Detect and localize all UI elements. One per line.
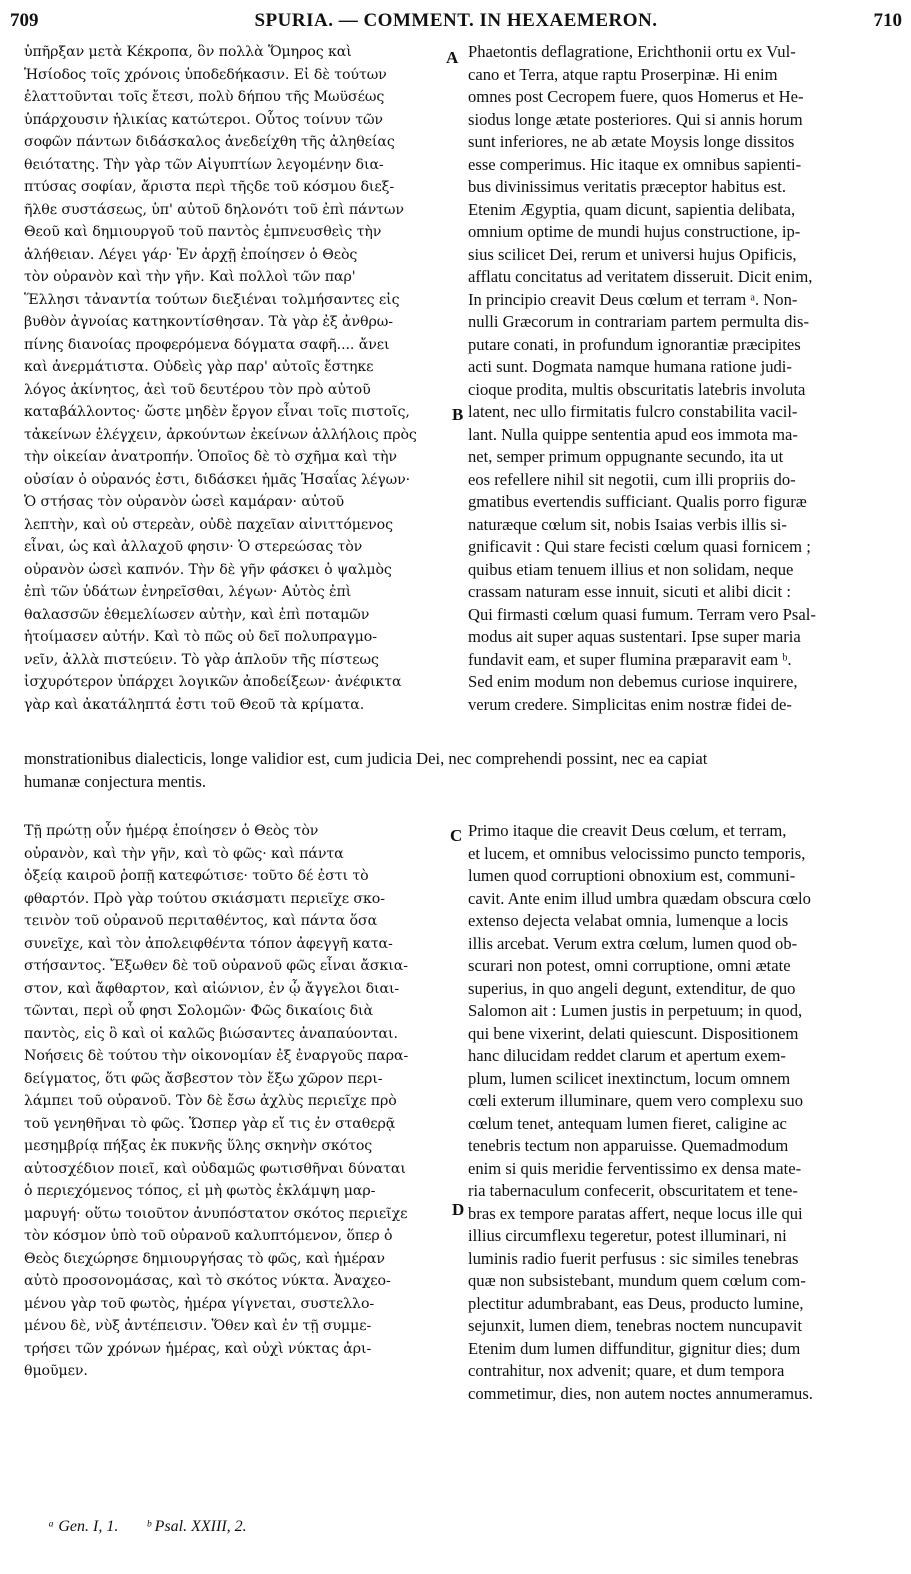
greek-text-line: τὸν κόσμον ὑπὸ τοῦ οὐρανοῦ καλυπτόμενον, ὅπερ ὁ	[24, 1228, 393, 1244]
greek-text-line: ἀλήθειαν. Λέγει γάρ· Ἐν ἀρχῇ ἐποίησεν ὁ Θεὸς	[24, 246, 358, 263]
latin-text-line: bus divinissimus veritatis præceptor habitus est.	[468, 177, 787, 196]
latin-text-line: cavit. Ante enim illud umbra quædam obscura cœlo	[468, 888, 811, 908]
latin-text-line: Salomon ait : Lumen justis in perpetuum; in quod,	[468, 1001, 803, 1020]
greek-text-line: τρήσει τῶν χρόνων ἡμέρας, καὶ οὐχὶ νύκτας ἀρι-	[24, 1340, 372, 1357]
latin-text-line: qui bene vixerint, delati quiescunt. Dispositionem	[468, 1023, 799, 1043]
greek-text-line: ὀξείᾳ καιροῦ ῥοπῇ κατεφώτισε· τοῦτο δέ ἐστι τὸ	[24, 868, 369, 884]
latin-column-top	[468, 41, 890, 716]
latin-text-line: gnificavit : Qui stare fecisti cœlum quasi fornicem ;	[468, 537, 811, 556]
latin-text-line: net, semper primum oppugnante secundo, ita ut	[468, 447, 784, 466]
greek-text-line: τἀκείνων ἐλέγχειν, ἀρκούντων ἐκείνων ἀλλήλοις πρὸς	[24, 426, 417, 443]
greek-text-line: τοῦ γενηθῆναι τὸ φῶς. Ὥσπερ γὰρ εἴ τις ἐν σταθερᾷ	[24, 1115, 396, 1132]
latin-text-line: verum credere. Simplicitas enim nostræ fidei de-	[468, 694, 792, 714]
greek-text-line: μαρυγή· οὕτω τοιοῦτον ἀνυπόστατον σκότος περιεῖχε	[24, 1205, 408, 1222]
latin-text-line: cœlum tenet, antequam lumen fieret, caligine ac	[468, 1113, 787, 1133]
latin-text-line: Primo itaque die creavit Deus cœlum, et terram,	[468, 821, 787, 840]
latin-text-line: sejunxit, lumen diem, tenebras noctem nuncupavit	[468, 1316, 803, 1335]
latin-text-line: bras ex tempore paratas affert, neque locus ille qui	[468, 1203, 803, 1223]
latin-text-line: latent, nec ullo firmitatis fulcro constabilita vacil-	[468, 402, 798, 421]
greek-text-line: στον, καὶ ἄφθαρτον, καὶ αἰώνιον, ἐν ᾧ ἄγγελοι διαι-	[24, 980, 400, 997]
latin-text-line: sius scilicet Dei, rerum et universi hujus Opificis,	[468, 244, 797, 264]
latin-text-line: Etenim Ægyptia, quam dicunt, sapientia delibata,	[468, 199, 796, 219]
greek-text-line: Νοήσεις δὲ τούτου τὴν οἰκονομίαν ἐξ ἐναργοῦς παρα-	[24, 1048, 409, 1064]
greek-column-top	[24, 41, 447, 716]
latin-text-line: hanc dilucidam reddet clarum et apertum exem-	[468, 1046, 786, 1065]
margin-letter-d: D	[452, 1200, 465, 1219]
greek-text-line: ὁ περιεχόμενος τόπος, εἰ μὴ φωτὸς ἐκλάμψη μαρ-	[24, 1183, 376, 1199]
latin-text-line: quibus etiam tenuem illius et non solidam, neque	[468, 559, 794, 579]
latin-text-line: Qui firmasti cœlum quasi fumum. Terram vero Psal-	[468, 604, 816, 624]
greek-text-line: γὰρ καὶ ἀκατάληπτά ἐστι τοῦ Θεοῦ τὰ κρίματα.	[24, 696, 365, 713]
greek-text-line: πίνης διανοίας προφερόμενα δόγματα σαφῆ.... ἄνει	[24, 336, 390, 353]
greek-text-line: τεινὸν τοῦ οὐρανοῦ περιταθέντος, καὶ πάντα ὅσα	[24, 913, 378, 929]
greek-text-line: καταβάλλοντος· ὥστε μηδὲν ἔργον εἶναι τοῖς πιστοῖς,	[24, 404, 410, 420]
latin-text-line: Phaetontis deflagratione, Erichthonii ortu ex Vul-	[468, 42, 796, 61]
greek-text-line: δείγματος, ὅτι φῶς ἄσβεστον τὸν ἔξω χῶρον περι-	[24, 1070, 383, 1087]
greek-text-line: στήσαντος. Ἔξωθεν δὲ τοῦ οὐρανοῦ φῶς εἶναι ἄσκια-	[24, 958, 408, 974]
latin-text-line: lant. Nulla quippe sententia apud eos immota ma-	[468, 424, 798, 444]
latin-text-line: modus ait super aquas sustentari. Ipse super maria	[468, 627, 801, 646]
latin-text-line: cœli exterum illuminare, quem vero complexu suo	[468, 1091, 804, 1110]
latin-text-line: superius, in quo angeli degunt, extenditur, de quo	[468, 978, 796, 998]
latin-text-line: contrahitur, nox advenit; quare, et dum tempora	[468, 1361, 785, 1380]
greek-text-line: νεῖν, ἀλλὰ πιστεύειν. Τὸ γὰρ ἁπλοῦν τῆς πίστεως	[24, 651, 379, 668]
greek-text-line: ἰσχυρότερον ὑπάρχει λογικῶν ἀποδείξεων· ἀνέφικτα	[24, 674, 402, 690]
greek-text-line: Ἡσίοδος τοῖς χρόνοις ὑποδεδήκασιν. Εἰ δὲ τούτων	[24, 66, 387, 83]
latin-text-line: omnes post Cecropem fuere, quos Homerus et He-	[468, 87, 804, 106]
greek-text-line: Θεὸς διεχώρησε δημιουργήσας τὸ φῶς, καὶ ἡμέραν	[24, 1250, 385, 1267]
latin-text-line: cano et Terra, atque raptu Proserpinæ. Hi enim	[468, 64, 778, 84]
greek-text-line: Θεοῦ καὶ δημιουργοῦ τοῦ παντὸς ἐμπνευσθεὶς τὴν	[24, 224, 382, 240]
greek-text-line: οὐρανὸν ὡσεὶ καπνόν. Τὴν δὲ γῆν φάσκει ὁ ψαλμὸς	[24, 561, 392, 578]
footnote-a: ᵃ Gen. I, 1.	[48, 1518, 119, 1535]
latin-text-line: enim si quis meridie ferventissimo ex densa mate-	[468, 1158, 802, 1178]
latin-text-line: illis arcebat. Verum extra cœlum, lumen quod ob-	[468, 933, 798, 953]
greek-text-line: λεπτὴν, καὶ οὐ στερεὰν, οὐδὲ παχεῖαν αἰνιττόμενος	[24, 516, 393, 533]
greek-text-line: ὑπάρχουσιν ἡλικίας κατώτεροι. Οὗτος τοίνυν τῶν	[24, 111, 383, 128]
latin-text-line: quæ non subsistebant, mundum quem cœlum com-	[468, 1271, 806, 1290]
margin-letter-c: C	[450, 826, 463, 845]
greek-text-line: σοφῶν πάντων διδάσκαλος ἀνεδείχθη τῆς ἀληθείας	[24, 134, 395, 150]
full-width-text-line: monstrationibus dialecticis, longe validior est, cum judicia Dei, nec comprehendi possint, nec ea capiat	[24, 749, 708, 768]
greek-text-line: τὴν οἰκείαν ἀνατροπήν. Ὁποῖος δὲ τὸ σχῆμα καὶ τὴν	[24, 449, 397, 465]
full-width-text-line: humanæ conjectura mentis.	[24, 771, 207, 791]
greek-text-line: ῆλθε συστάσεως, ὑπ' αὐτοῦ δηλονότι τοῦ ἐπὶ πάντων	[24, 201, 404, 218]
latin-text-line: luminis radio fuerit perfusus : sic similes tenebras	[468, 1248, 799, 1268]
latin-text-line: sunt inferiores, ne ab ætate Moysis longe dissitos	[468, 132, 795, 151]
footnote-b: ᵇ Psal. XXIII, 2.	[146, 1518, 247, 1535]
latin-text-line: fundavit eam, et super flumina præparavit eam ᵇ.	[468, 649, 792, 669]
latin-text-line: lumen quod corruptioni obnoxium est, communi-	[468, 866, 796, 885]
latin-text-line: Etenim dum lumen diffunditur, gignitur dies; dum	[468, 1338, 801, 1358]
greek-text-line: Ἕλλησι τἀναντία τούτων διεξιέναι τολμήσαντες εἰς	[24, 291, 400, 308]
running-title: SPURIA. — COMMENT. IN HEXAEMERON.	[254, 10, 658, 31]
greek-text-line: θαλασσῶν ἐθεμελίωσεν αὐτὴν, καὶ ἐπὶ ποταμῶν	[24, 606, 370, 623]
greek-text-line: αὐτοσχέδιον ποιεῖ, καὶ οὐδαμῶς φωτισθῆναι δύναται	[24, 1160, 406, 1177]
latin-text-line: ria tabernaculum confecerit, obscuritatem et tene-	[468, 1181, 798, 1200]
latin-text-line: gmatibus evertendis sufficiant. Qualis porro figuræ	[468, 492, 807, 511]
latin-text-line: commetimur, dies, non autem noctes annumeramus.	[468, 1383, 813, 1403]
margin-letter-a: A	[446, 48, 459, 67]
greek-text-line: φθαρτόν. Πρὸ γὰρ τούτου σκιάσματι περιεῖχε σκο-	[24, 890, 385, 907]
footnotes	[48, 1518, 448, 1536]
margin-letter-b: B	[452, 405, 464, 424]
latin-text-line: omnium optime de mundi hujus constructione, ip-	[468, 222, 801, 241]
greek-text-line: οὐσίαν ὁ οὐρανός ἐστι, διδάσκει ἡμᾶς Ἡσαΐας λέγων·	[24, 471, 411, 488]
page-number-right: 710	[873, 10, 902, 31]
full-width-text	[24, 748, 890, 793]
greek-text-line: εἶναι, ὡς καὶ ἀλλαχοῦ φησιν· Ὁ στερεώσας τὸν	[24, 539, 363, 555]
greek-text-line: βυθὸν ἀγνοίας κατηκοντίσθησαν. Τὰ γὰρ ἐξ ἀνθρω-	[24, 314, 393, 330]
latin-text-line: cioque prodita, multis obscuritatis latebris involuta	[468, 379, 806, 399]
latin-text-line: extenso dejecta velabat omnia, lumenque a locis	[468, 911, 789, 930]
greek-text-line: Ὁ στήσας τὸν οὐρανὸν ὡσεὶ καμάραν· αὐτοῦ	[24, 494, 345, 510]
latin-text-line: Sed enim modum non debemus curiose inquirere,	[468, 672, 798, 691]
greek-text-line: παντὸς, εἰς ὃ καὶ οἱ καλῶς βιώσαντες ἀναπαύονται.	[24, 1025, 398, 1042]
greek-text-line: ὑπῆρξαν μετὰ Κέκροπα, ὃν πολλὰ Ὅμηρος καὶ	[24, 44, 352, 60]
greek-text-line: συνεῖχε, καὶ τὸν ἀπολειφθέντα τόπον ἀφεγγῆ κατα-	[24, 935, 393, 952]
greek-text-line: θειότατης. Τὴν γὰρ τῶν Αἰγυπτίων λεγομένην δια-	[24, 156, 384, 173]
greek-text-line: ἐλαττοῦνται τοῖς ἔτεσι, πολὺ δήπου τῆς Μωϋσέως	[24, 89, 385, 105]
latin-text-line: scurari non potest, omni corruptione, omni ætate	[468, 956, 791, 975]
latin-column-bottom	[468, 820, 890, 1405]
latin-text-line: et lucem, et omnibus velocissimo puncto temporis,	[468, 843, 806, 863]
greek-column-bottom	[24, 820, 447, 1383]
latin-text-line: afflatu concitatus ad veritatem disseruit. Dicit enim,	[468, 267, 813, 286]
latin-text-line: illius circumflexu tegeretur, potest illuminari, ni	[468, 1226, 787, 1245]
greek-text-line: τῶνται, περὶ οὗ φησι Σολομῶν· Φῶς δικαίοις διὰ	[24, 1003, 373, 1019]
running-header	[10, 8, 902, 36]
greek-text-line: πτύσας σοφίαν, ἄριστα περὶ τῆςδε τοῦ κόσμου διεξ-	[24, 179, 395, 195]
latin-text-line: In principio creavit Deus cœlum et terram ᵃ. Non-	[468, 289, 798, 309]
greek-text-line: τὸν οὐρανὸν καὶ τὴν γῆν. Καὶ πολλοὶ τῶν παρ'	[24, 269, 356, 285]
latin-text-line: eos refellere nihil sit negotii, cum illi propriis do-	[468, 469, 796, 489]
greek-text-line: ἐπὶ τῶν ὑδάτων ἐνηρεῖσθαι, λέγων· Αὐτὸς ἐπὶ	[24, 584, 352, 600]
latin-text-line: crassam naturam esse innuit, sicuti et alibi dicit :	[468, 582, 792, 601]
latin-text-line: putare conati, in profundum ignorantiæ præcipites	[468, 334, 801, 354]
greek-text-line: μένου γὰρ τοῦ φωτὸς, ἡμέρα γίγνεται, συστελλο-	[24, 1295, 375, 1312]
latin-text-line: acti sunt. Dogmata namque humana ratione judi-	[468, 357, 792, 376]
greek-text-line: μεσημβρίᾳ πήξας ἐκ πυκνῆς ὕλης σκηνὴν σκότος	[24, 1138, 373, 1154]
greek-text-line: αὐτὸ προσονομάσας, καὶ τὸ σκότος νύκτα. Ἀναχεο-	[24, 1273, 391, 1289]
latin-text-line: siodus longe ætate posteriores. Qui si annis horum	[468, 109, 803, 129]
greek-text-line: ἡτοίμασεν αὐτήν. Καὶ τὸ πῶς οὐ δεῖ πολυπραγμο-	[24, 629, 377, 645]
greek-text-line: θμοῦμεν.	[24, 1363, 88, 1379]
latin-text-line: naturæque cœlum sit, nobis Isaias verbis illis si-	[468, 514, 787, 534]
greek-text-line: Τῇ πρώτῃ οὖν ἡμέρᾳ ἐποίησεν ὁ Θεὸς τὸν	[24, 823, 319, 839]
latin-text-line: plectitur adumbrabant, eas Deus, producto lumine,	[468, 1293, 804, 1313]
greek-text-line: λόγος ἀκίνητος, ἀεὶ τοῦ δευτέρου τὸν πρὸ αὐτοῦ	[24, 381, 371, 398]
latin-text-line: tenebris tectum non apparuisse. Quemadmodum	[468, 1136, 789, 1155]
latin-text-line: esse comperimus. Hic itaque ex omnibus sapienti-	[468, 154, 802, 174]
greek-text-line: λάμπει τοῦ οὐρανοῦ. Τὸν δὲ ἔσω ἀχλὺς περιεῖχε πρὸ	[24, 1093, 397, 1109]
greek-text-line: καὶ ἀνερμάτιστα. Οὐδεὶς γὰρ παρ' αὐτοῖς ἔστηκε	[24, 359, 374, 375]
latin-text-line: plum, lumen scilicet inextinctum, locum omnem	[468, 1068, 791, 1088]
greek-text-line: μένου δὲ, νὺξ ἀντέπεισιν. Ὅθεν καὶ ἐν τῇ συμμε-	[24, 1318, 372, 1334]
greek-text-line: οὐρανὸν, καὶ τὴν γῆν, καὶ τὸ φῶς· καὶ πάντα	[24, 845, 344, 862]
page-number-left: 709	[10, 10, 39, 31]
latin-text-line: nulli Græcorum in contrariam partem permulta dis-	[468, 312, 809, 331]
